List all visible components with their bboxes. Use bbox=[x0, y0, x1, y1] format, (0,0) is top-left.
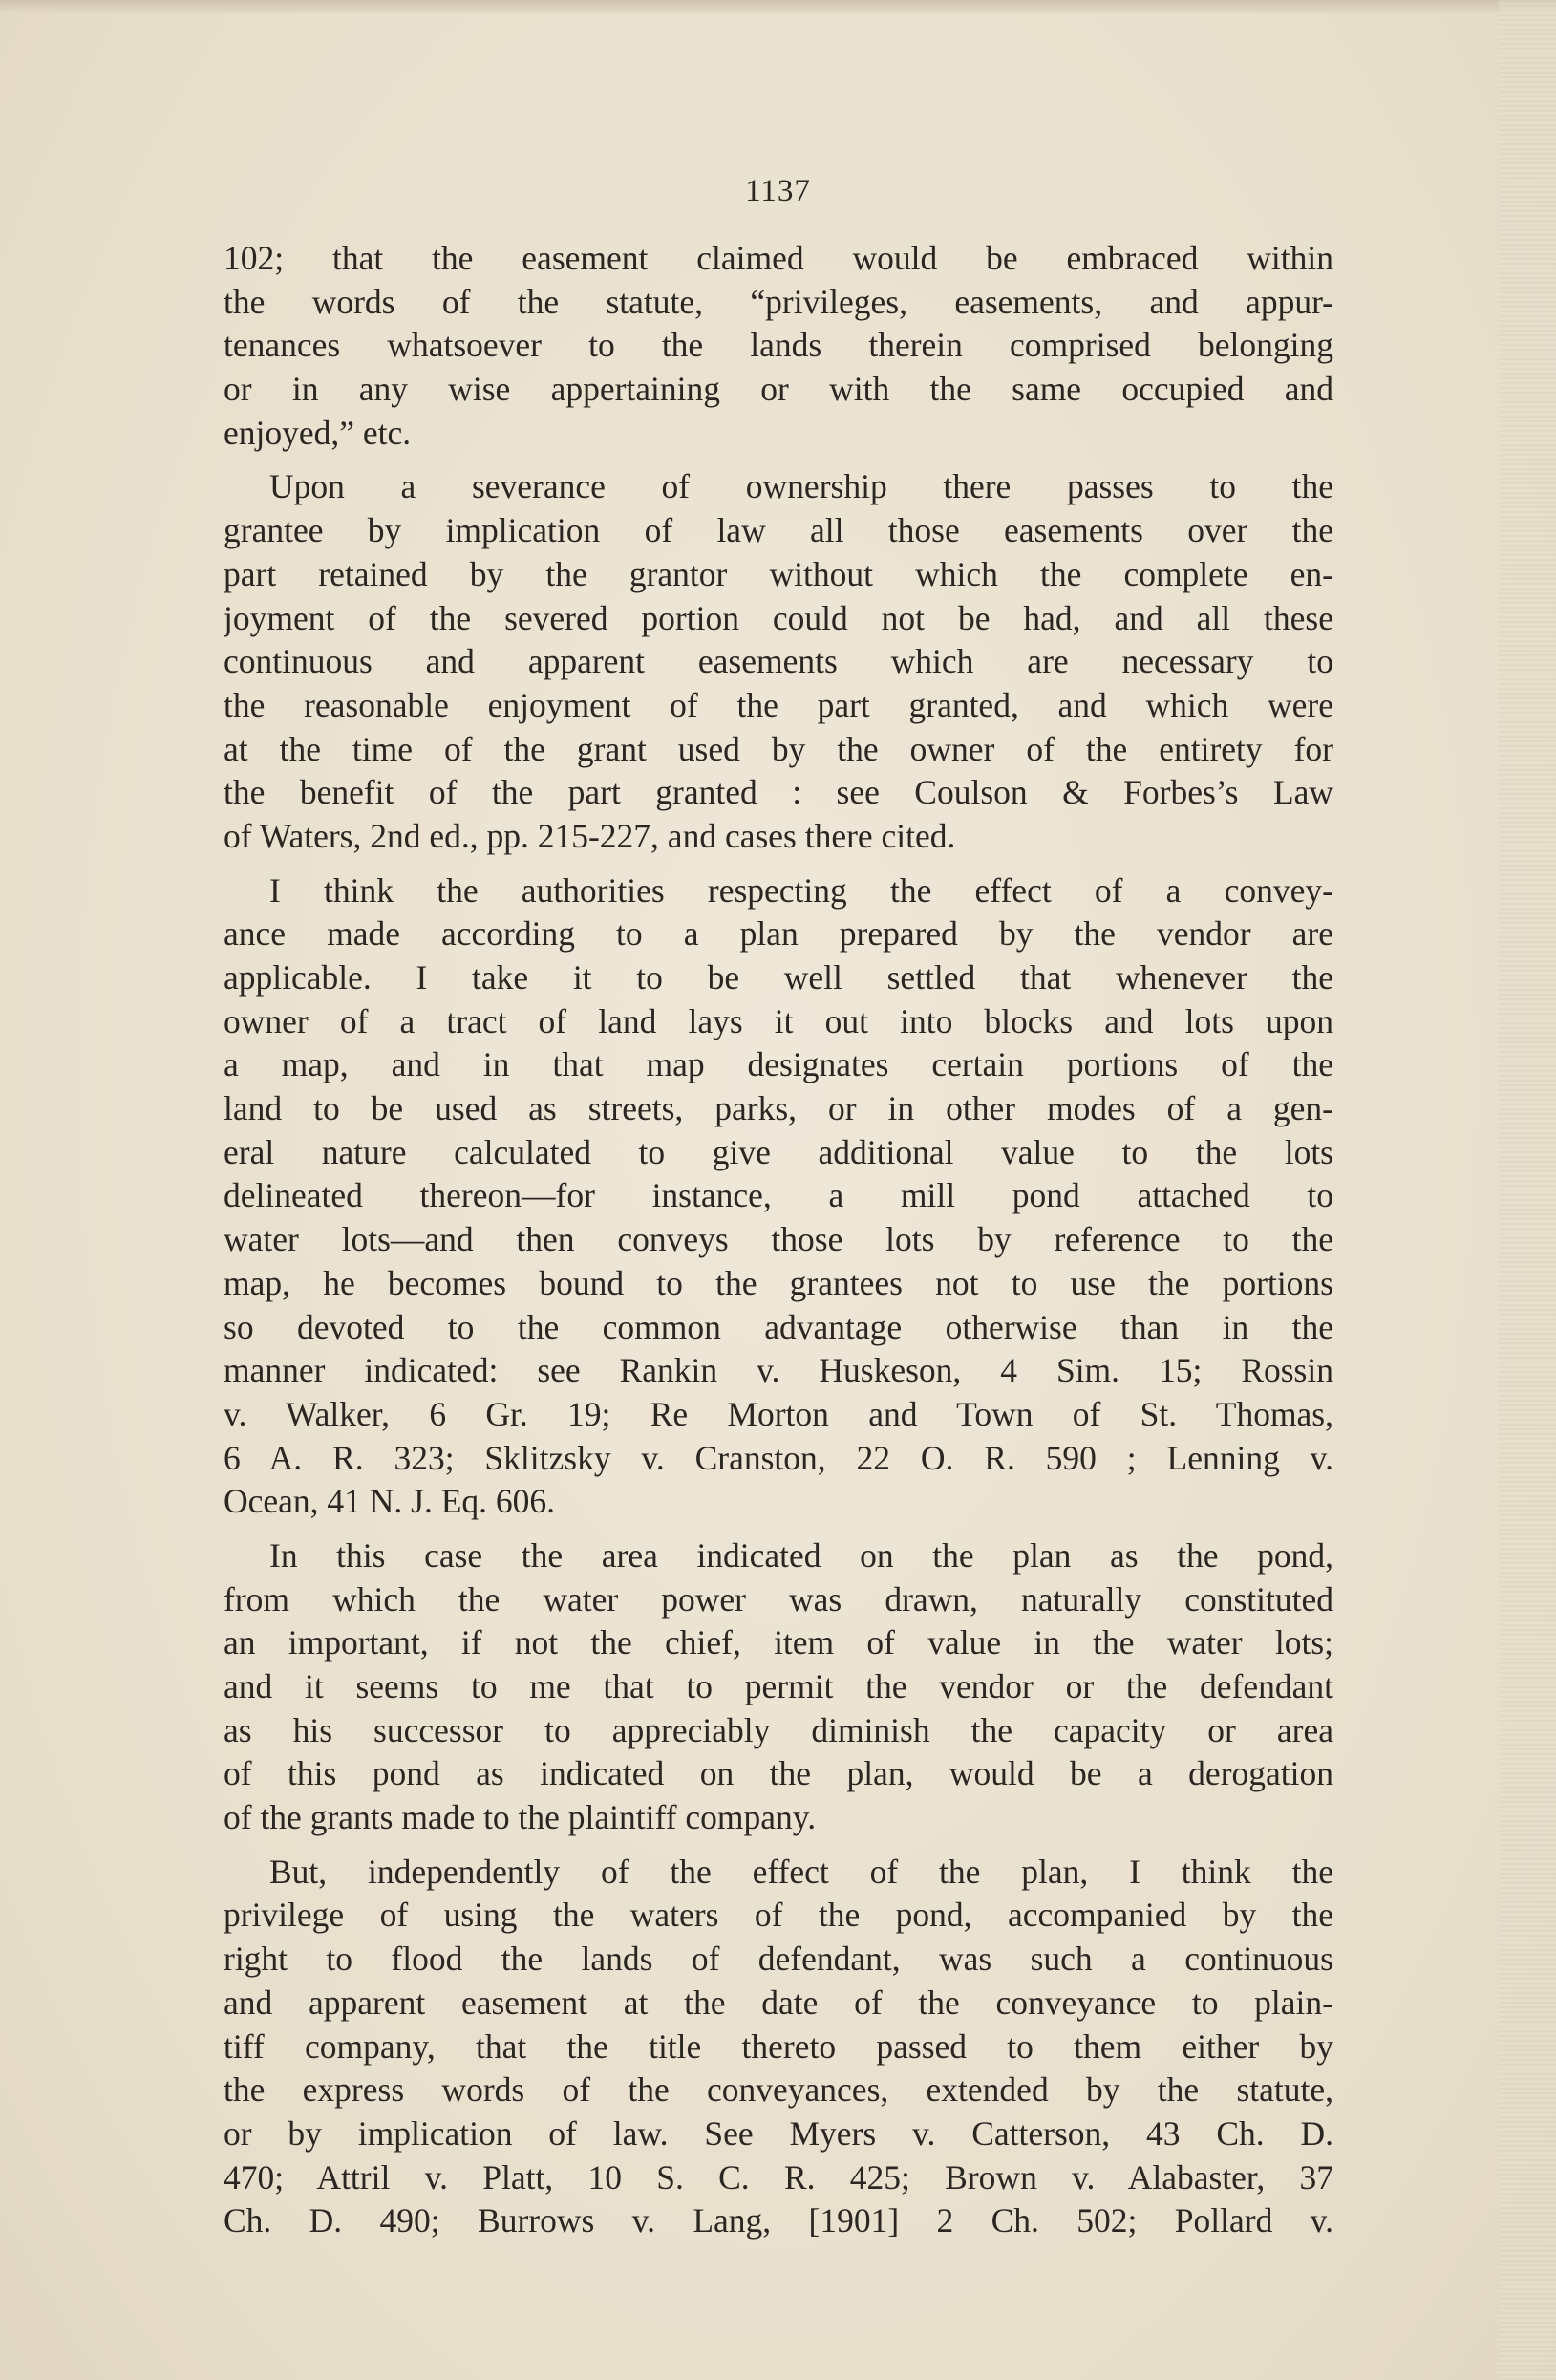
text-line: 102; that the easement claimed would be embraced within bbox=[224, 239, 1333, 277]
text-line: of Waters, 2nd ed., pp. 215-227, and cases there cited. bbox=[224, 816, 956, 855]
text-line: manner indicated: see Rankin v. Huskeson, 4 Sim. 15; Rossin bbox=[224, 1351, 1333, 1390]
paragraph bbox=[224, 869, 1333, 1524]
text-line: an important, if not the chief, item of value in the water lots; bbox=[224, 1623, 1333, 1662]
page-number: 1137 bbox=[745, 174, 811, 208]
text-line: In this case the area indicated on the plan as the pond, bbox=[269, 1535, 1333, 1575]
text-line: joyment of the severed portion could not be had, and all these bbox=[224, 598, 1333, 637]
text-line: enjoyed,” etc. bbox=[224, 413, 412, 452]
text-line: right to flood the lands of defendant, was such a continuous bbox=[224, 1940, 1333, 1979]
text-line: water lots—and then conveys those lots by reference to the bbox=[224, 1220, 1333, 1259]
paragraph bbox=[224, 237, 1333, 455]
text-line: Upon a severance of ownership there passes to the bbox=[269, 467, 1333, 506]
text-line: and it seems to me that to permit the vendor or the defendant bbox=[224, 1667, 1333, 1705]
text-line: the words of the statute, “privileges, easements, and appur- bbox=[224, 282, 1333, 321]
text-line: of this pond as indicated on the plan, would be a derogation bbox=[224, 1754, 1333, 1793]
text-line: ance made according to a plan prepared by the vendor are bbox=[224, 914, 1333, 954]
text-line: delineated thereon—for instance, a mill pond attached to bbox=[224, 1176, 1333, 1215]
text-line: at the time of the grant used by the owner of the entirety for bbox=[224, 729, 1333, 768]
text-line: eral nature calculated to give additional value to the lots bbox=[224, 1132, 1333, 1171]
text-line: from which the water power was drawn, naturally constituted bbox=[224, 1579, 1333, 1619]
text-line: of the grants made to the plaintiff company. bbox=[224, 1798, 817, 1837]
text-line: privilege of using the waters of the pond, accompanied by the bbox=[224, 1896, 1333, 1935]
text-line: 6 A. R. 323; Sklitzsky v. Cranston, 22 O. R. 590 ; Lenning v. bbox=[224, 1438, 1333, 1477]
page-fore-edge bbox=[1499, 0, 1556, 2380]
paragraph bbox=[224, 465, 1333, 858]
text-line: continuous and apparent easements which are necessary to bbox=[224, 642, 1333, 681]
text-line: the benefit of the part granted : see Coulson & Forbes’s Law bbox=[224, 773, 1333, 812]
text-line: Ch. D. 490; Burrows v. Lang, [1901] 2 Ch. 502; Pollard v. bbox=[224, 2201, 1333, 2241]
text-line: the reasonable enjoyment of the part granted, and which were bbox=[224, 685, 1333, 724]
text-line: tenances whatsoever to the lands therein comprised belonging bbox=[224, 326, 1333, 365]
body-text bbox=[224, 237, 1333, 2243]
text-line: grantee by implication of law all those easements over the bbox=[224, 511, 1333, 550]
text-line: owner of a tract of land lays it out into blocks and lots upon bbox=[224, 1001, 1333, 1040]
text-line: part retained by the grantor without which the complete en- bbox=[224, 554, 1333, 593]
text-line: land to be used as streets, parks, or in other modes of a gen- bbox=[224, 1089, 1333, 1128]
paragraph bbox=[224, 1534, 1333, 1840]
text-line: I think the authorities respecting the effect of a convey- bbox=[269, 870, 1333, 910]
text-line: map, he becomes bound to the grantees not to use the portions bbox=[224, 1263, 1333, 1302]
text-line: or by implication of law. See Myers v. Catterson, 43 Ch. D. bbox=[224, 2113, 1333, 2153]
text-line: or in any wise appertaining or with the same occupied and bbox=[224, 370, 1333, 409]
paragraph bbox=[224, 1851, 1333, 2243]
page-top-edge bbox=[0, 0, 1556, 13]
text-line: But, independently of the effect of the plan, I think the bbox=[269, 1852, 1333, 1891]
text-line: and apparent easement at the date of the conveyance to plain- bbox=[224, 1983, 1333, 2022]
text-line: Ocean, 41 N. J. Eq. 606. bbox=[224, 1482, 556, 1521]
text-line: a map, and in that map designates certain portions of the bbox=[224, 1045, 1333, 1084]
text-line: so devoted to the common advantage otherwise than in the bbox=[224, 1307, 1333, 1346]
text-line: v. Walker, 6 Gr. 19; Re Morton and Town of St. Thomas, bbox=[224, 1394, 1333, 1433]
text-line: as his successor to appreciably diminish the capacity or area bbox=[224, 1710, 1333, 1749]
text-line: 470; Attril v. Platt, 10 S. C. R. 425; Brown v. Alabaster, 37 bbox=[224, 2157, 1333, 2197]
text-line: the express words of the conveyances, extended by the statute, bbox=[224, 2070, 1333, 2110]
text-line: applicable. I take it to be well settled that whenever the bbox=[224, 958, 1333, 997]
text-line: tiff company, that the title thereto passed to them either by bbox=[224, 2026, 1333, 2066]
